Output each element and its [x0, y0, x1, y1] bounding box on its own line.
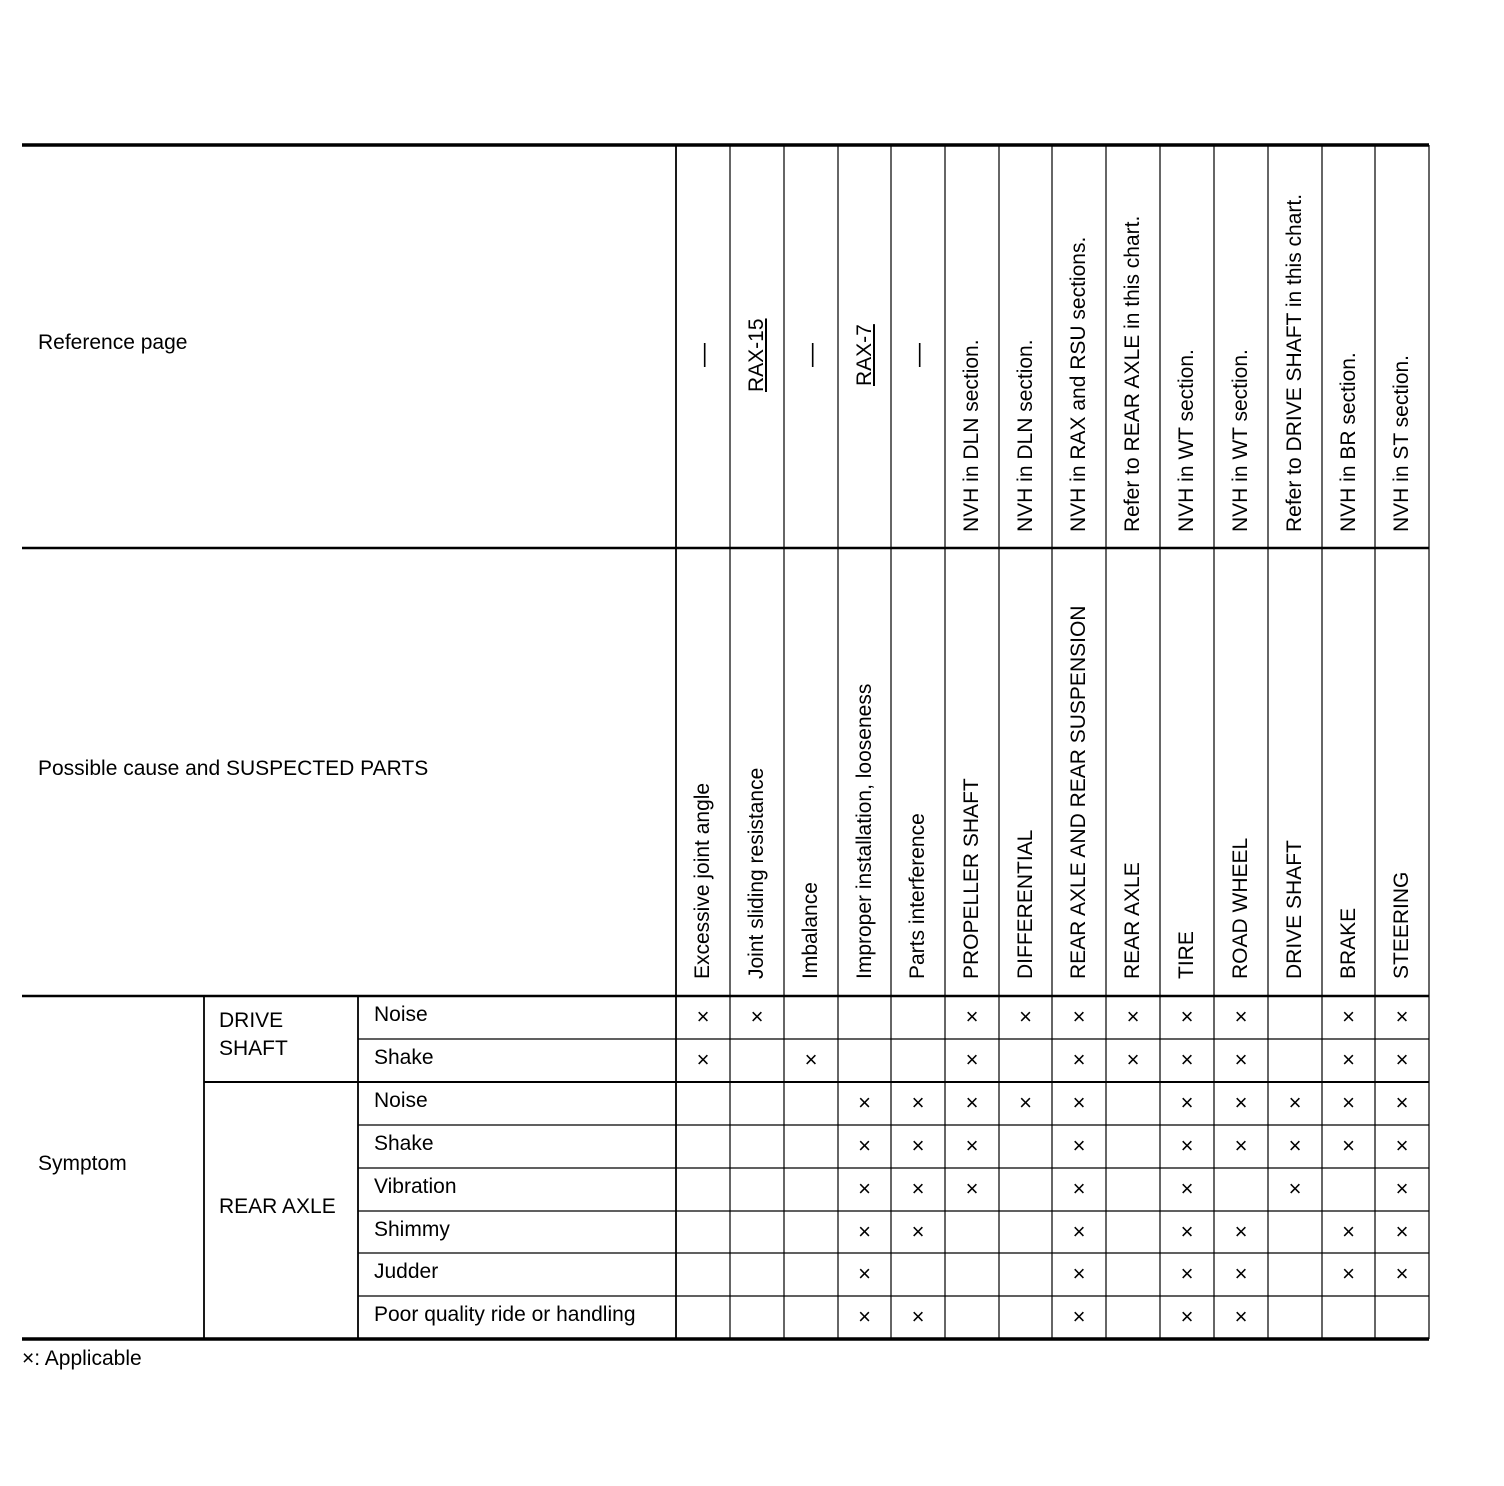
cause-cell: DIFFERENTIAL	[1013, 829, 1037, 979]
applicable-mark: ×	[911, 1133, 925, 1158]
reference-cell: NVH in DLN section.	[1013, 339, 1037, 532]
applicable-mark: ×	[1180, 1219, 1194, 1244]
reference-cell: NVH in RAX and RSU sections.	[1067, 236, 1090, 532]
applicable-mark: ×	[965, 1090, 979, 1115]
cause-cell: REAR AXLE AND REAR SUSPENSION	[1067, 605, 1090, 979]
symptom-name: Shake	[374, 1132, 434, 1155]
applicable-mark: ×	[1180, 1004, 1194, 1029]
applicable-mark: ×	[1342, 1004, 1355, 1029]
applicable-mark: ×	[965, 1004, 979, 1029]
symptom-name: Shake	[374, 1046, 434, 1069]
applicable-mark: ×	[1234, 1219, 1248, 1244]
applicable-mark: ×	[1072, 1176, 1086, 1201]
reference-cell: Refer to REAR AXLE in this chart.	[1121, 215, 1144, 532]
applicable-mark: ×	[1126, 1004, 1140, 1029]
symptom-label: Symptom	[38, 1152, 127, 1175]
applicable-mark: ×	[1288, 1090, 1302, 1115]
possible-cause-label: Possible cause and SUSPECTED PARTS	[38, 757, 429, 780]
cause-cell: Excessive joint angle	[691, 782, 714, 979]
applicable-mark: ×	[1234, 1261, 1248, 1286]
applicable-mark: ×	[965, 1176, 979, 1201]
applicable-mark: ×	[965, 1047, 979, 1072]
applicable-mark: ×	[1395, 1090, 1409, 1115]
applicable-mark: ×	[1342, 1261, 1355, 1286]
applicable-mark: ×	[1180, 1133, 1194, 1158]
applicable-mark: ×	[1288, 1133, 1302, 1158]
applicable-mark: ×	[911, 1176, 925, 1201]
applicable-mark: ×	[1395, 1219, 1409, 1244]
reference-cell: NVH in ST section.	[1390, 354, 1413, 532]
applicable-mark: ×	[911, 1304, 925, 1329]
legend: ×: Applicable	[22, 1347, 142, 1370]
cause-cell: Improper installation, looseness	[852, 683, 876, 979]
applicable-mark: ×	[804, 1047, 818, 1072]
applicable-mark: ×	[858, 1219, 871, 1244]
applicable-mark: ×	[1019, 1090, 1032, 1115]
applicable-mark: ×	[1072, 1004, 1086, 1029]
cause-cell: TIRE	[1175, 931, 1198, 979]
applicable-mark: ×	[911, 1219, 925, 1244]
cause-cell: REAR AXLE	[1121, 862, 1144, 979]
applicable-mark: ×	[1234, 1304, 1248, 1329]
applicable-mark: ×	[1072, 1304, 1086, 1329]
applicable-mark: ×	[1072, 1261, 1086, 1286]
symptom-name: Judder	[374, 1260, 439, 1283]
applicable-mark: ×	[1072, 1047, 1086, 1072]
cause-cell: DRIVE SHAFT	[1283, 840, 1306, 979]
symptom-name: Noise	[374, 1089, 428, 1112]
applicable-mark: ×	[1072, 1090, 1086, 1115]
group-drive-shaft: DRIVE SHAFT	[219, 1009, 288, 1060]
applicable-mark: ×	[1395, 1176, 1409, 1201]
reference-page-label: Reference page	[38, 331, 188, 354]
applicable-mark: ×	[1234, 1047, 1248, 1072]
applicable-mark: ×	[1342, 1133, 1355, 1158]
applicable-mark: ×	[696, 1047, 710, 1072]
applicable-mark: ×	[1395, 1133, 1409, 1158]
applicable-mark: ×	[858, 1133, 871, 1158]
symptom-name: Vibration	[374, 1175, 457, 1198]
applicable-mark: ×	[1395, 1261, 1409, 1286]
applicable-mark: ×	[1180, 1090, 1194, 1115]
applicable-mark: ×	[1234, 1004, 1248, 1029]
applicable-mark: ×	[1342, 1047, 1355, 1072]
applicable-mark: ×	[696, 1004, 710, 1029]
cause-cell: PROPELLER SHAFT	[960, 778, 983, 979]
applicable-mark: ×	[1019, 1004, 1032, 1029]
reference-cell: —	[905, 343, 932, 367]
reference-cell[interactable]: RAX-15	[745, 318, 768, 392]
applicable-mark: ×	[1180, 1261, 1194, 1286]
applicable-mark: ×	[858, 1090, 871, 1115]
reference-cell: —	[798, 343, 825, 367]
applicable-mark: ×	[1395, 1047, 1409, 1072]
cause-cell: STEERING	[1390, 871, 1413, 979]
symptom-name: Noise	[374, 1003, 428, 1026]
applicable-mark: ×	[858, 1176, 871, 1201]
applicable-mark: ×	[858, 1261, 871, 1286]
applicable-mark: ×	[911, 1090, 925, 1115]
reference-cell: NVH in WT section.	[1175, 349, 1198, 532]
applicable-mark: ×	[1180, 1304, 1194, 1329]
cause-cell: Parts interference	[906, 813, 929, 979]
applicable-mark: ×	[1126, 1047, 1140, 1072]
applicable-mark: ×	[1234, 1133, 1248, 1158]
cause-cell: ROAD WHEEL	[1229, 837, 1252, 979]
applicable-mark: ×	[1342, 1219, 1355, 1244]
applicable-mark: ×	[1180, 1176, 1194, 1201]
applicable-mark: ×	[1288, 1176, 1302, 1201]
reference-cell: NVH in BR section.	[1336, 352, 1360, 532]
reference-cell: NVH in WT section.	[1229, 349, 1252, 532]
reference-cell: Refer to DRIVE SHAFT in this chart.	[1283, 193, 1306, 532]
symptom-name: Poor quality ride or handling	[374, 1303, 636, 1326]
reference-cell: NVH in DLN section.	[960, 339, 983, 532]
applicable-mark: ×	[1072, 1219, 1086, 1244]
cause-cell: BRAKE	[1336, 907, 1360, 979]
group-rear-axle: REAR AXLE	[219, 1195, 336, 1218]
applicable-mark: ×	[965, 1133, 979, 1158]
applicable-mark: ×	[1395, 1004, 1409, 1029]
applicable-mark: ×	[1234, 1090, 1248, 1115]
cause-cell: Joint sliding resistance	[745, 767, 768, 979]
symptom-name: Shimmy	[374, 1218, 450, 1241]
cause-cell: Imbalance	[799, 882, 822, 979]
applicable-mark: ×	[858, 1304, 871, 1329]
applicable-mark: ×	[1072, 1133, 1086, 1158]
applicable-mark: ×	[1180, 1047, 1194, 1072]
reference-cell: —	[690, 343, 717, 367]
applicable-mark: ×	[1342, 1090, 1355, 1115]
reference-cell[interactable]: RAX-7	[852, 324, 876, 386]
applicable-mark: ×	[750, 1004, 764, 1029]
